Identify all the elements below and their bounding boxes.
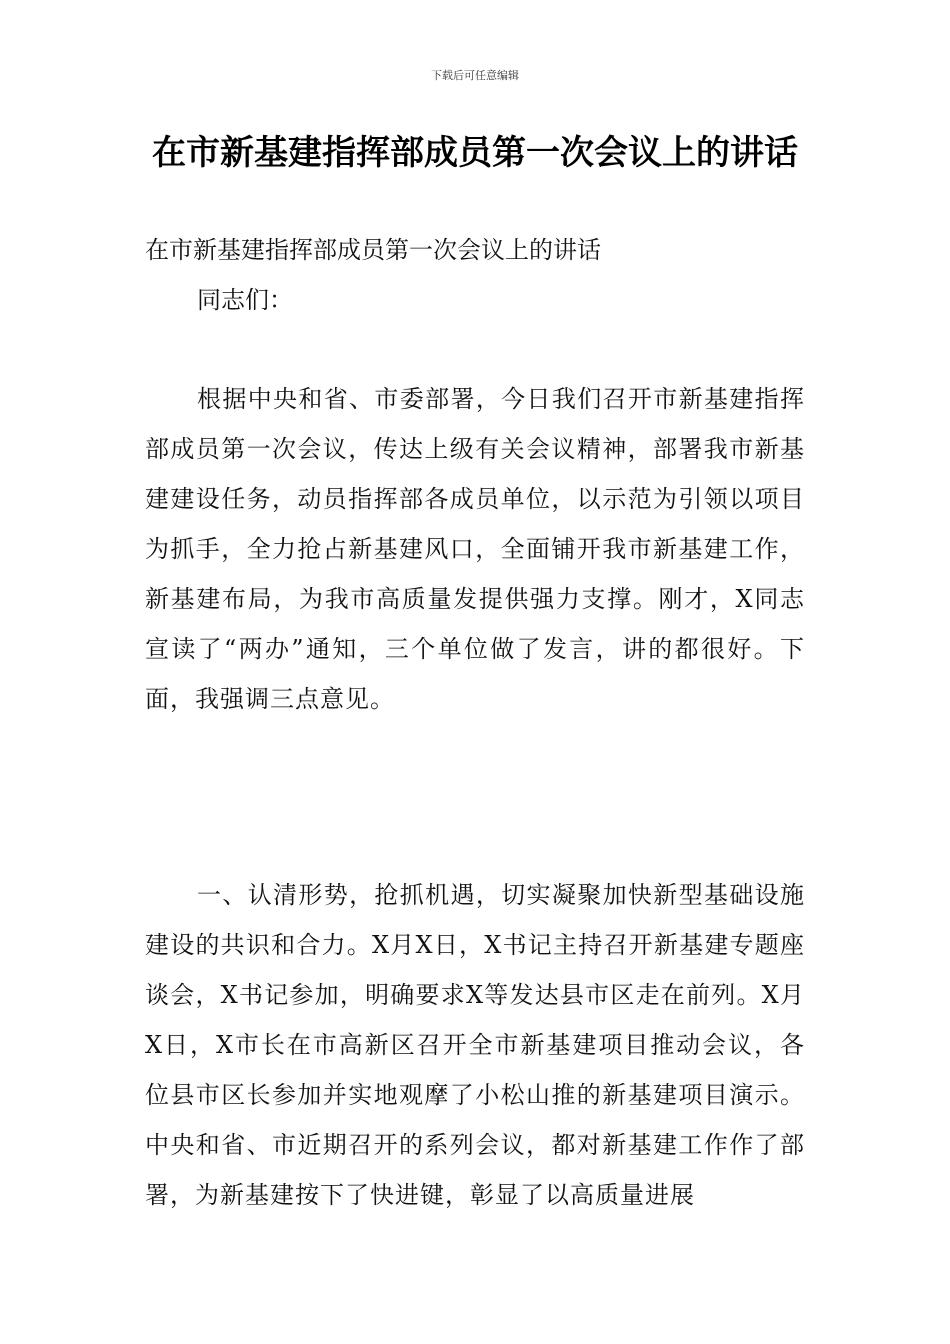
document-subtitle: 在市新基建指挥部成员第一次会议上的讲话: [145, 236, 601, 264]
salutation: 同志们：: [197, 286, 293, 314]
paragraph-section-one: 一、认清形势，抢抓机遇，切实凝聚加快新型基础设施建设的共识和合力。X月X日，X书记主持召开新基建专题座谈会，X书记参加，明确要求X等发达县市区走在前列。X月X日，X市长在市高新区召开全市新基建项目推动会议，各位县市区长参加并实地观摩了小松山推的新基建项目演示。中央和省、市近期召开的系列会议，都对新基建工作作了部署，为新基建按下了快进键，彰显了以高质量进展: [145, 881, 805, 1209]
paragraph-intro: 根据中央和省、市委部署，今日我们召开市新基建指挥部成员第一次会议，传达上级有关会议精神，部署我市新基建建设任务，动员指挥部各成员单位，以示范为引领以项目为抓手，全力抢占新基建风口，全面铺开我市新基建工作，新基建布局，为我市高质量发提供强力支撑。刚才，X同志宣读了“两办”通知，三个单位做了发言，讲的都很好。下面，我强调三点意见。: [145, 385, 805, 713]
document-title: 在市新基建指挥部成员第一次会议上的讲话: [152, 133, 798, 173]
header-note: 下载后可任意编辑: [431, 69, 519, 82]
